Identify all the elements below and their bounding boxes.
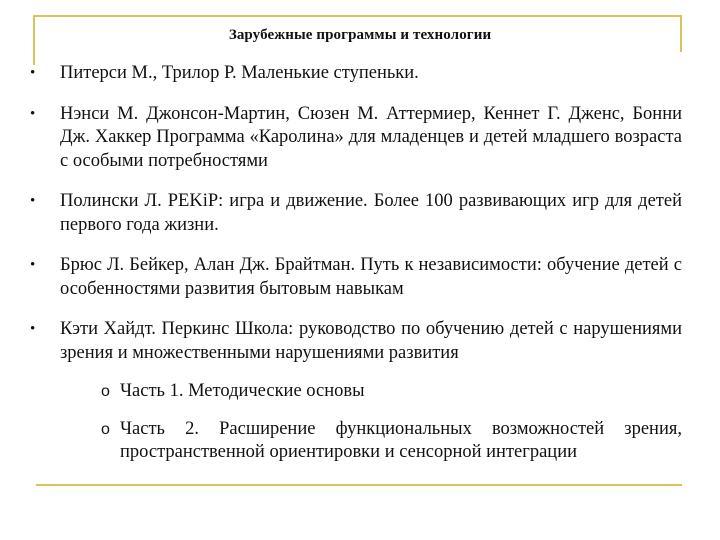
bullet-icon: • [30,321,36,337]
circle-bullet-icon: o [101,383,110,400]
sub-list-item [90,380,682,404]
list-item-text: Полински Л. PEKiP: игра и движение. Более 100 развивающих игр для детей первого года жизни. [60,191,682,235]
list-item [30,190,682,237]
frame-bottom-line [36,484,682,486]
sub-list [90,380,682,465]
list-item [30,62,682,86]
list-item [30,254,682,301]
sub-list-item [90,418,682,465]
sub-list-item-text: Часть 1. Методические основы [120,381,365,401]
circle-bullet-icon: o [101,420,110,438]
bullet-list [30,62,682,482]
list-item [30,103,682,174]
bullet-icon: • [30,257,36,273]
bullet-icon: • [30,193,36,209]
list-item-text: Брюс Л. Бейкер, Алан Дж. Брайтман. Путь к независимости: обучение детей с особенностями развития бытовым навыкам [60,255,682,299]
list-item-text: Нэнси М. Джонсон-Мартин, Сюзен М. Аттермиер, Кеннет Г. Дженс, Бонни Дж. Хаккер Программа «Каролина» для младенцев и детей младшего возраста с особыми потребностями [60,103,682,171]
frame-top-line [33,15,681,17]
bullet-icon: • [30,105,36,122]
list-item [30,318,682,465]
list-item-text: Кэти Хайдт. Перкинс Школа: руководство по обучению детей с нарушениями зрения и множественными нарушениями развития [60,319,682,363]
bullet-icon: • [30,65,36,81]
list-item-text: Питерси М., Трилор Р. Маленькие ступеньки. [60,63,419,83]
slide-title: Зарубежные программы и технологии [228,27,492,43]
sub-list-item-text: Часть 2. Расширение функциональных возможностей зрения, пространственной ориентировки и сенсорной интеграции [120,418,682,462]
